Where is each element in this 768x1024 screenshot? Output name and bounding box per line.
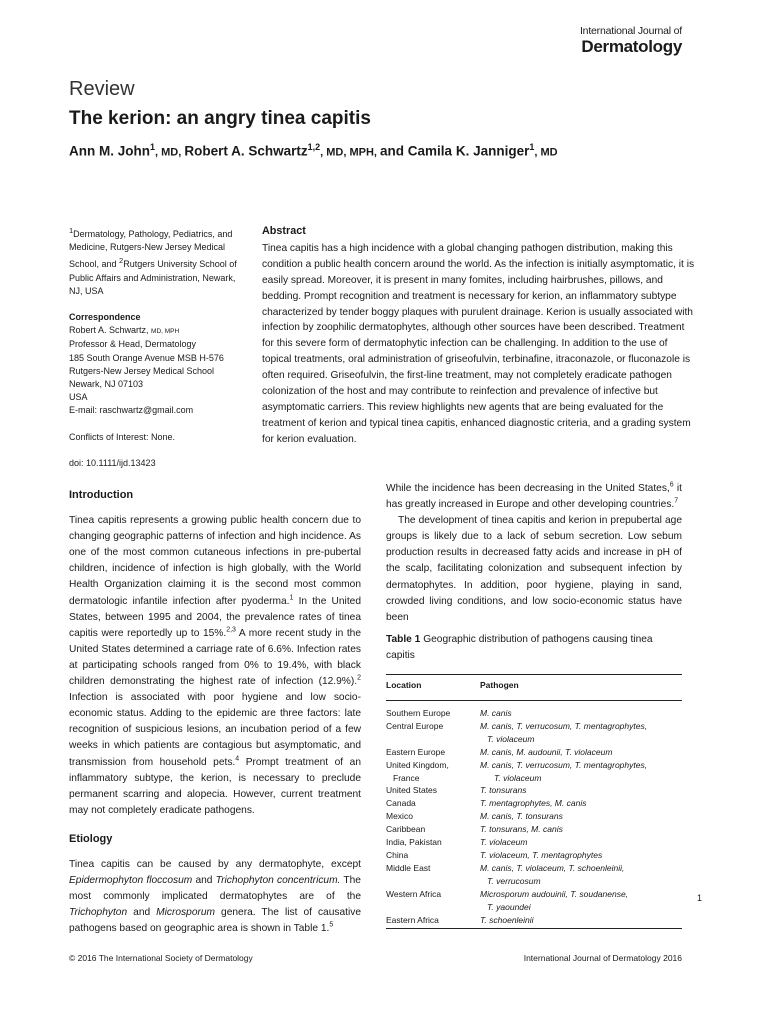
footer-copyright: © 2016 The International Society of Dermatology	[69, 953, 253, 963]
text-run: While the incidence has been decreasing in the United States,	[386, 483, 670, 494]
table-cell-pathogen: T. violaceum	[494, 772, 542, 783]
table-row	[386, 784, 682, 797]
table-cell-location	[386, 875, 480, 888]
table-rule	[386, 928, 682, 929]
table-cell-location: China	[386, 849, 409, 860]
right-column-text	[386, 481, 682, 626]
journal-name-line2: Dermatology	[581, 36, 682, 56]
table-caption-text: Geographic distribution of pathogens causing tinea capitis	[386, 634, 653, 661]
table-cell-pathogen: Microsporum audouinii, T. soudanense,	[480, 888, 629, 899]
table-header-pathogen: Pathogen	[480, 680, 519, 690]
table-cell-location: Western Africa	[386, 888, 442, 899]
table-cell-location: Canada	[386, 798, 416, 809]
table-cell-pathogen: M. canis, T. tonsurans	[480, 811, 563, 822]
table-row	[386, 759, 682, 772]
table-row	[386, 862, 682, 875]
body-paragraph	[386, 481, 682, 513]
table-cell-location: Eastern Europe	[386, 746, 446, 757]
table-cell-pathogen: T. tonsurans, M. canis	[480, 824, 563, 835]
correspondence-label: Correspondence	[69, 312, 141, 323]
author-affil-sup: 1,2	[307, 142, 321, 152]
affil-text: Dermatology, Pathology, Pediatrics, and Medicine, Rutgers-New Jersey Medical School, and	[69, 229, 233, 270]
table-cell-location: Mexico	[386, 811, 413, 822]
reference-sup: 4	[235, 755, 240, 763]
etiology-heading: Etiology	[69, 833, 113, 845]
pathogen-table	[386, 674, 682, 929]
table-cell-location: France	[393, 772, 420, 783]
italic-run: Microsporum	[156, 907, 216, 919]
italic-run: Trichophyton concentricum.	[215, 875, 341, 887]
table-row	[386, 823, 682, 836]
footer-journal: International Journal of Dermatology 2016	[523, 953, 682, 963]
article-title: The kerion: an angry tinea capitis	[69, 108, 371, 129]
text-run: and	[192, 875, 216, 887]
text-run: Prompt treatment of an inflammatory subtype, the kerion, is necessary to preclude permanent scarring and alopecia. However, current treatment may not completely eradicate pathogens.	[69, 756, 361, 816]
table-cell-pathogen: T. tonsurans	[480, 785, 527, 796]
author-degree: , MD	[534, 146, 558, 159]
affil-sup: 1	[69, 226, 74, 235]
table-cell-pathogen: T. mentagrophytes, M. canis	[480, 798, 587, 809]
author-name: Ann M. John	[69, 143, 150, 159]
table-header-location: Location	[386, 680, 422, 690]
abstract	[262, 224, 698, 448]
table-cell-location: United States	[386, 785, 438, 796]
page-number: 1	[697, 893, 703, 903]
table-cell-location	[386, 901, 480, 914]
table-row	[386, 720, 682, 733]
corr-name: Robert A. Schwartz,	[69, 325, 152, 336]
table-cell-pathogen: M. canis, T. violaceum, T. schoenleinii,	[480, 862, 625, 873]
reference-sup: 2,3	[226, 626, 236, 634]
table-row	[386, 888, 682, 901]
text-run: A more recent study in the United States determined a carriage rate of 6.6%. Infection rates at participating schools ranged from 0% to 19.4%, with black children demonstrating the highest rate of infection (12.9%).	[69, 627, 361, 688]
conflicts-statement: Conflicts of Interest: None.	[69, 431, 176, 442]
table-caption	[386, 632, 682, 664]
text-run: Tinea capitis represents a growing public health concern due to changing geographic patterns of infection and high incidence. As one of the most common cutaneous infections in pre-pubertal children, incidence of infection is high globally, with the World Health Organization claiming it is the second most common dermatologic infantile infection after pyoderma.	[69, 515, 361, 607]
table-row	[386, 707, 682, 720]
text-run: genera. The list of causative pathogens based on geographic area is shown in Table 1.	[69, 907, 361, 935]
reference-sup: 7	[674, 497, 679, 505]
table-cell-pathogen: T. violaceum, T. mentagrophytes	[480, 849, 603, 860]
table-row	[386, 797, 682, 810]
table-cell-location: Eastern Africa	[386, 914, 439, 925]
introduction-section	[69, 487, 361, 819]
journal-logo	[580, 26, 682, 55]
text-run: and	[127, 907, 157, 919]
reference-sup: 2	[357, 674, 361, 682]
author-degree: , MD, MPH,	[320, 146, 381, 159]
etiology-section	[69, 831, 361, 938]
section-label: Review	[69, 78, 135, 100]
table-cell-pathogen: T. verrucosum	[487, 875, 541, 886]
table-row	[386, 836, 682, 849]
table-cell-location: Middle East	[386, 862, 431, 873]
table-row	[386, 733, 682, 746]
text-run: Infection is associated with poor hygiene and low socio-economic status. Adding to the epidemic are three factors: late recognition of suspicious lesions, an incubation period of a few weeks in which patients are contagious but asymptomatic, and transmission from household pets.	[69, 692, 361, 768]
corr-degree: MD, MPH	[151, 328, 180, 336]
text-run: it has greatly increased in Europe and other developing countries.	[386, 483, 682, 511]
text-run: The most commonly implicated dermatophytes are of the	[69, 875, 361, 903]
table-cell-pathogen: T. yaoundei	[487, 901, 531, 912]
introduction-heading: Introduction	[69, 489, 134, 501]
text-run: In the United States, between 1995 and 2004, the prevalence rates of tinea capitis were reportedly up to 15%.	[69, 595, 361, 639]
doi[interactable]: doi: 10.1111/ijd.13423	[69, 457, 156, 468]
author-name: and Camila K. Janniger	[380, 143, 530, 159]
corr-line: Newark, NJ 07103	[69, 379, 144, 390]
introduction-paragraph	[69, 513, 361, 819]
reference-sup: 1	[289, 594, 294, 602]
table-row	[386, 810, 682, 823]
table-row	[386, 849, 682, 862]
reference-sup: 6	[669, 481, 674, 489]
abstract-heading: Abstract	[262, 225, 306, 237]
author-degree: , MD,	[155, 146, 185, 159]
reference-sup: 5	[329, 922, 334, 930]
affiliations-sidebar	[69, 224, 247, 483]
italic-run: Trichophyton	[69, 907, 128, 919]
author-list	[69, 142, 558, 159]
table-header-row	[386, 675, 682, 700]
table-cell-pathogen: T. violaceum	[480, 837, 528, 848]
table-label: Table 1	[386, 634, 421, 645]
table-cell-location: Caribbean	[386, 824, 426, 835]
correspondence-block	[69, 311, 247, 418]
table-cell-location: United Kingdom,	[386, 759, 449, 770]
corr-email[interactable]: E-mail: raschwartz@gmail.com	[69, 405, 194, 416]
affiliation-block	[69, 224, 247, 298]
table-body	[386, 701, 682, 928]
table-cell-location: Central Europe	[386, 720, 444, 731]
table-row	[386, 772, 682, 785]
corr-line: Rutgers-New Jersey Medical School	[69, 365, 215, 376]
table-row	[386, 875, 682, 888]
affil-sup: 2	[119, 256, 124, 266]
corr-line: Professor & Head, Dermatology	[69, 339, 197, 350]
author-name: Robert A. Schwartz	[184, 143, 308, 159]
corr-line: 185 South Orange Avenue MSB H-576	[69, 352, 224, 363]
journal-name-line1: International Journal of	[579, 25, 682, 37]
table-cell-pathogen: M. canis	[480, 708, 512, 718]
table-row	[386, 746, 682, 759]
italic-run: Epidermophyton floccosum	[69, 875, 193, 887]
affil-text: Rutgers University School of Public Affairs and Administration, Newark, NJ, USA	[69, 259, 237, 296]
table-cell-location	[386, 733, 480, 746]
table-cell-pathogen: T. violaceum	[487, 733, 535, 744]
table-row	[386, 901, 682, 914]
table-cell-pathogen: M. canis, T. verrucosum, T. mentagrophytes,	[480, 759, 648, 770]
table-cell-location: India, Pakistan	[386, 837, 442, 848]
etiology-paragraph	[69, 857, 361, 937]
corr-line: USA	[69, 392, 88, 403]
table-cell-pathogen: M. canis, M. audounii, T. violaceum	[480, 746, 613, 757]
table-cell-location: Southern Europe	[386, 708, 451, 718]
table-row	[386, 914, 682, 927]
body-paragraph: The development of tinea capitis and kerion in prepubertal age groups is likely due to a lack of sebum secretion. Low sebum production results in decreased fatty acids and increase in pH of the scalp, facilitating colonization and subsequent infection by dermatophytes. In addition, poor hygiene, playing in sand, crowded living conditions, and low socio-economic status have been	[386, 515, 682, 623]
text-run: Tinea capitis can be caused by any dermatophyte, except	[69, 859, 361, 871]
author-affil-sup: 1	[150, 142, 156, 152]
table-cell-pathogen: T. schoenleinii	[480, 914, 534, 925]
table-cell-pathogen: M. canis, T. verrucosum, T. mentagrophytes,	[480, 720, 648, 731]
abstract-text: Tinea capitis has a high incidence with a global changing pathogen distribution, making this condition a public health concern around the world. As the infection is initially asymptomatic, it is easily spread. Moreover, it is present in many fomites, including hairbrushes, pillows, and bedding. Prompt recognition and treatment is necessary for kerion, an inflammatory subtype characterized by tender boggy plaques with purulent drainage. Kerion is usually associated with infection by zoophilic dermatophytes, although other sources have been described. Treatment for this severe form of dermatophytic infection can be challenging. In addition to the use of topical treatments, oral administration of griseofulvin, terbinafine, itraconazole, or fluconazole is often required. Griseofulvin, the first-line treatment, may not completely eradicate pathogen colonization of the host and may contribute to reinfection and prevalence of infective but asymptomatic carriers. This review highlights new agents that are being evaluated for the treatment of kerion and typical tinea capitis, enhanced diagnostic criteria, and a grading system for kerion evaluation.	[262, 242, 695, 445]
author-affil-sup: 1	[529, 142, 535, 152]
